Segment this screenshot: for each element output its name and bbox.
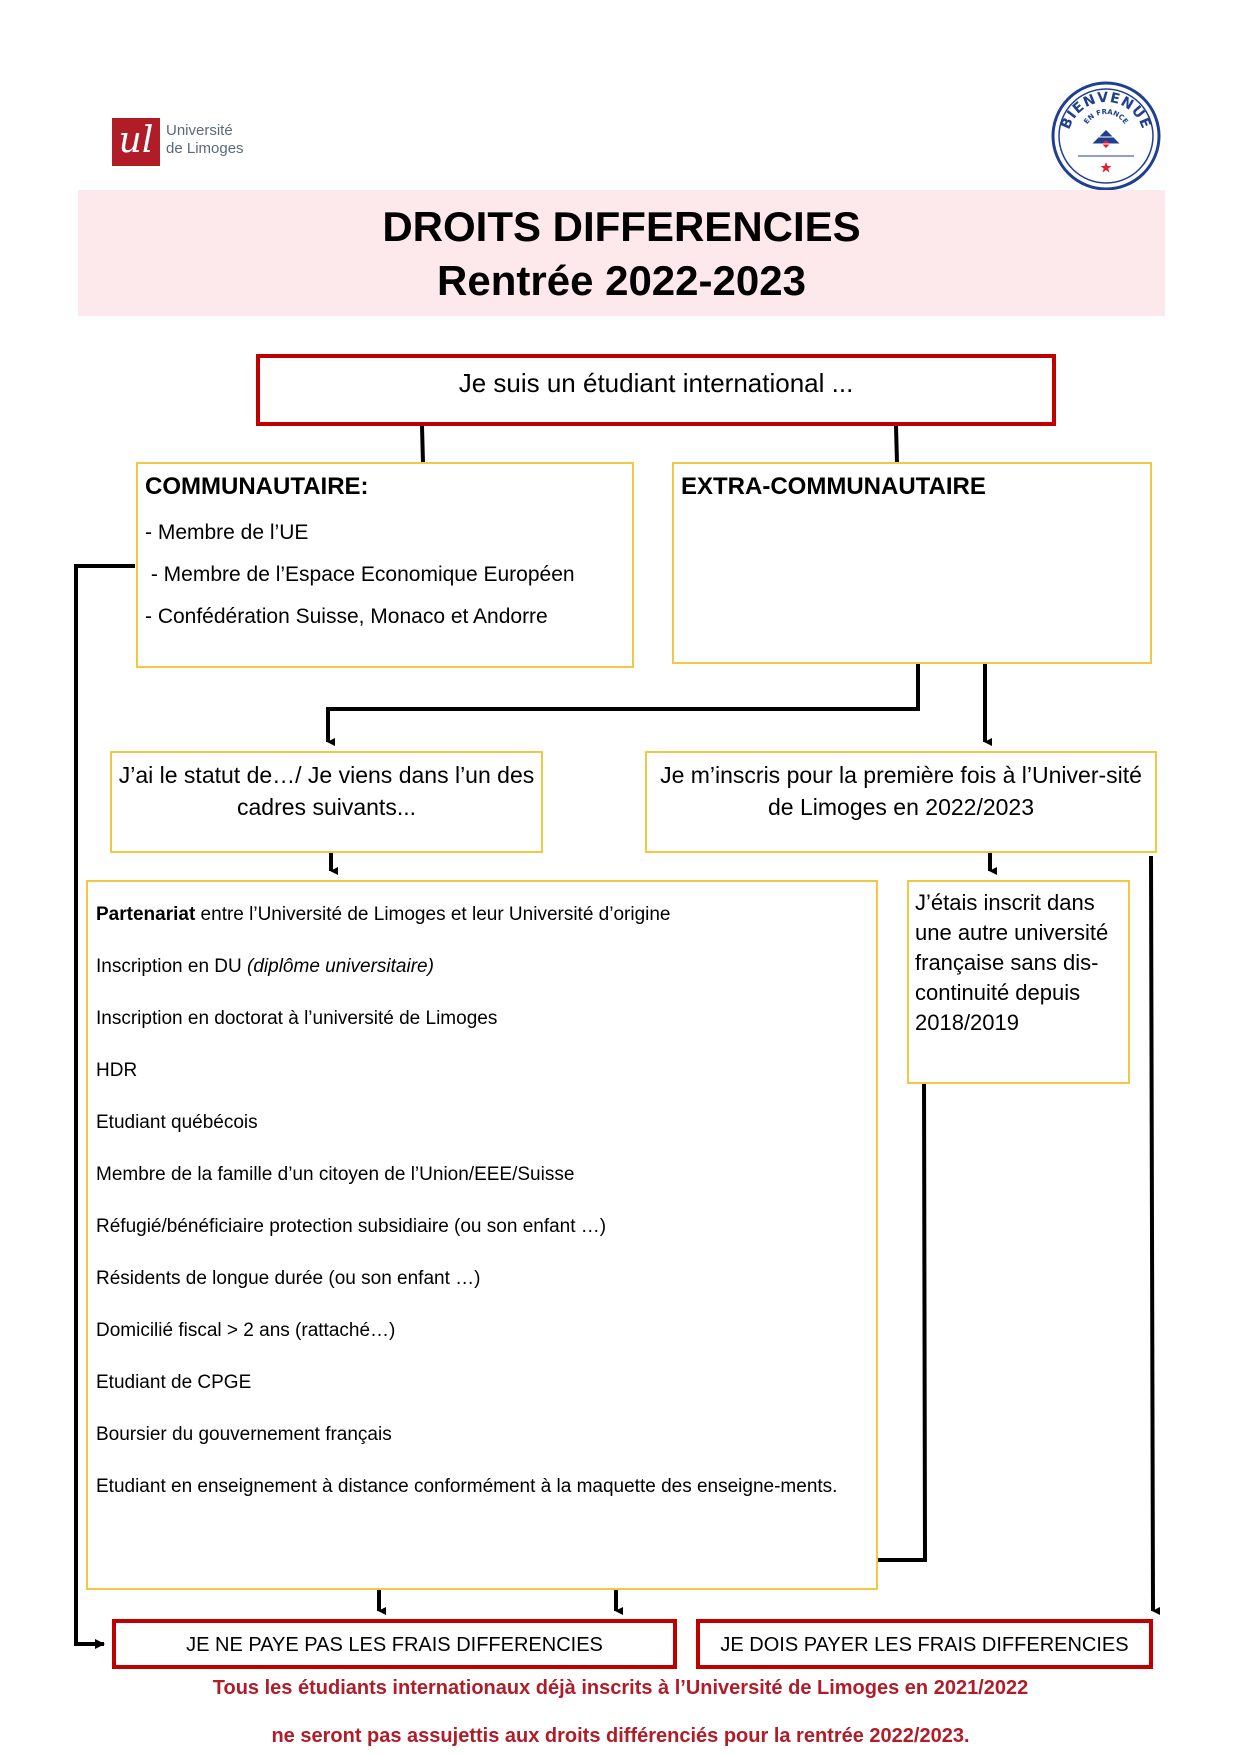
partenariat-rest: entre l’Université de Limoges et leur Université d’origine xyxy=(195,904,671,925)
communautaire-title: COMMUNAUTAIRE: xyxy=(145,473,369,500)
universite-limoges-logo xyxy=(112,118,262,166)
connector-first-pay xyxy=(1151,856,1153,1611)
list-item: Membre de la famille d’un citoyen de l’Union/EEE/Suisse xyxy=(96,1164,575,1185)
communautaire-item: - Membre de l’Espace Economique Européen xyxy=(145,563,575,586)
communautaire-box xyxy=(136,462,634,668)
communautaire-item: - Confédération Suisse, Monaco et Andorre xyxy=(145,605,548,628)
extra-communautaire-box xyxy=(672,462,1152,664)
result-no-pay-box xyxy=(112,1619,677,1669)
statut-text: J’ai le statut de…/ Je viens dans l’un des cadres suivants... xyxy=(118,762,535,820)
ul-logo-mark: ul xyxy=(112,118,160,166)
premiere-inscription-text: Je m’inscris pour la première fois à l’Univer-sité de Limoges en 2022/2023 xyxy=(660,762,1142,820)
communautaire-item: - Membre de l’UE xyxy=(145,521,309,544)
ul-logo-line2: de Limoges xyxy=(166,140,244,157)
list-item: Domicilié fiscal > 2 ans (rattaché…) xyxy=(96,1320,396,1341)
premiere-inscription-box xyxy=(645,751,1157,853)
du-prefix: Inscription en DU xyxy=(96,956,248,977)
list-item: Résidents de longue durée (ou son enfant …) xyxy=(96,1268,481,1289)
root-text: Je suis un étudiant international ... xyxy=(458,368,854,398)
partenariat-bold: Partenariat xyxy=(96,904,196,925)
autre-universite-box xyxy=(907,880,1130,1084)
extra-communautaire-title: EXTRA-COMMUNAUTAIRE xyxy=(681,473,986,500)
result-no-pay-text: JE NE PAYE PAS LES FRAIS DIFFERENCIES xyxy=(186,1634,603,1656)
cadres-list-box xyxy=(86,880,878,1590)
connector-root-extra xyxy=(896,426,897,463)
list-item: Etudiant québécois xyxy=(96,1112,258,1133)
footer-note-line2: ne seront pas assujettis aux droits différenciés pour la rentrée 2022/2023. xyxy=(271,1725,970,1747)
en-france-word: EN FRANCE xyxy=(1082,107,1130,126)
list-item xyxy=(96,902,868,954)
footer-note-line1: Tous les étudiants internationaux déjà inscrits à l’Université de Limoges en 2021/2022 xyxy=(212,1677,1029,1699)
list-item: Etudiant en enseignement à distance conformément à la maquette des enseigne-ments. xyxy=(96,1476,838,1497)
list-item: Boursier du gouvernement français xyxy=(96,1424,392,1445)
bienvenue-badge-icon xyxy=(1050,80,1162,192)
page-subtitle: Rentrée 2022-2023 xyxy=(437,257,806,304)
bienvenue-en-france-logo xyxy=(1050,80,1162,192)
connector-extra-statut xyxy=(328,664,918,742)
result-pay-box xyxy=(696,1619,1153,1669)
list-item: HDR xyxy=(96,1060,138,1081)
autre-universite-text: J’étais inscrit dans une autre université française sans dis-continuité depuis 2018/2019 xyxy=(915,890,1109,1035)
list-item: Etudiant de CPGE xyxy=(96,1372,252,1393)
page-title: DROITS DIFFERENCIES xyxy=(382,203,861,250)
list-item: Réfugié/bénéficiaire protection subsidiaire (ou son enfant …) xyxy=(96,1216,607,1237)
result-pay-text: JE DOIS PAYER LES FRAIS DIFFERENCIES xyxy=(720,1634,1129,1656)
title-banner xyxy=(78,190,1165,316)
ul-logo-text xyxy=(166,122,244,158)
statut-box xyxy=(110,751,543,853)
root-box xyxy=(256,354,1056,426)
connector-root-comm xyxy=(422,426,423,463)
bienvenue-word: BIENVENUE xyxy=(1057,89,1155,132)
list-item xyxy=(96,954,868,1006)
du-italic: (diplôme universitaire) xyxy=(247,956,434,977)
ul-logo-line1: Université xyxy=(166,122,233,139)
list-item: Inscription en doctorat à l’université de Limoges xyxy=(96,1008,498,1029)
